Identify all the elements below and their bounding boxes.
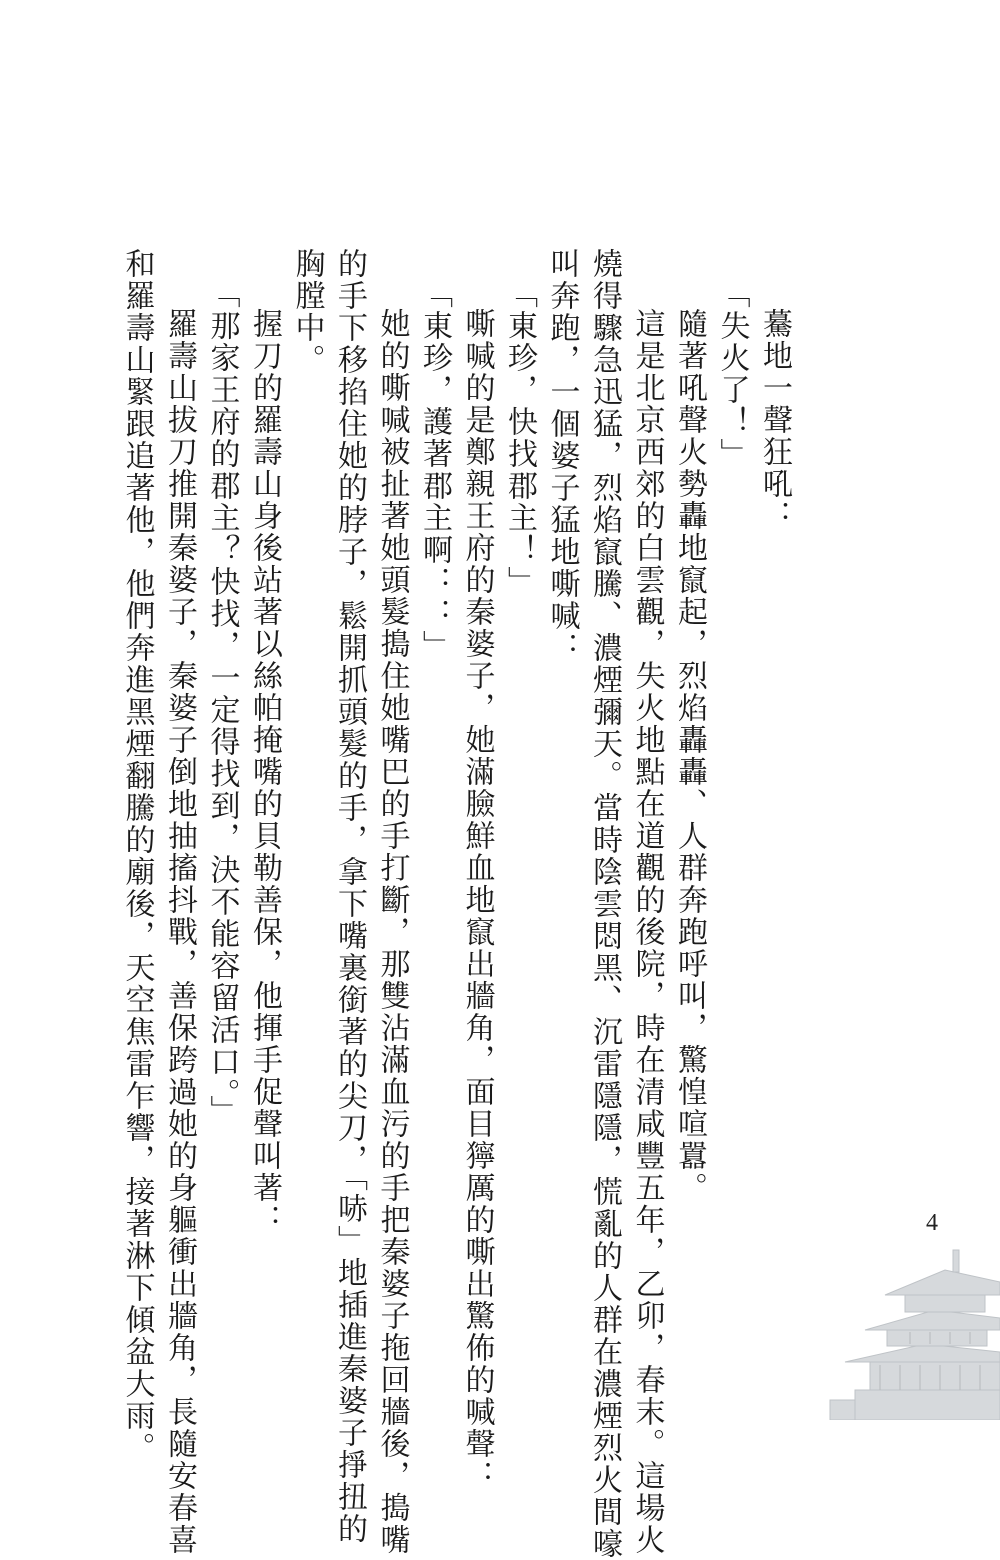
text-line: 驀地一聲狂吼： <box>757 308 792 532</box>
vertical-text-block <box>115 248 795 1560</box>
page-number: 4 <box>926 1210 938 1236</box>
text-line: 隨著吼聲火勢轟地竄起，烈焰轟轟、人群奔跑呼叫，驚惶喧囂。 <box>672 308 707 1204</box>
text-line: 的手下移掐住她的脖子，鬆開抓頭髮的手，拿下嘴裏銜著的尖刀，「哧」地插進秦婆子掙扭的 <box>332 248 367 1545</box>
text-line: 嘶喊的是鄭親王府的秦婆子，她滿臉鮮血地竄出牆角，面目獰厲的嘶出驚佈的喊聲： <box>459 308 495 1492</box>
text-line: 握刀的羅壽山身後站著以絲帕掩嘴的貝勒善保，他揮手促聲叫著： <box>247 308 282 1236</box>
text-line: 她的嘶喊被扯著她頭髮搗住她嘴巴的手打斷，那雙沾滿血污的手把秦婆子拖回牆後，搗嘴 <box>374 308 410 1556</box>
text-line: 羅壽山拔刀推開秦婆子，秦婆子倒地抽搐抖戰，善保跨過她的身軀衝出牆角，長隨安春喜 <box>162 308 197 1556</box>
pagoda-watermark-icon <box>825 1240 1000 1420</box>
text-line: 「失火了！」 <box>714 278 750 470</box>
text-line: 「東珍，護著郡主啊：：」 <box>417 278 452 662</box>
text-line: 燒得驟急迅猛，烈焰竄騰、濃煙彌天。當時陰雲悶黑、沉雷隱隱，慌亂的人群在濃煙烈火間嚎 <box>587 248 622 1560</box>
text-line: 「東珍，快找郡主！」 <box>502 278 537 598</box>
text-line: 和羅壽山緊跟追著他，他們奔進黑煙翻騰的廟後，天空焦雷乍響，接著淋下傾盆大雨。 <box>119 248 155 1464</box>
text-line: 「那家王府的郡主？快找，一定得找到，決不能容留活口。」 <box>204 278 240 1127</box>
text-line: 這是北京西郊的白雲觀，失火地點在道觀的後院，時在清咸豐五年，乙卯，春末。這場火 <box>629 308 665 1556</box>
text-line: 胸膛中。 <box>289 248 325 376</box>
text-line: 叫奔跑，一個婆子猛地嘶喊： <box>544 248 580 664</box>
